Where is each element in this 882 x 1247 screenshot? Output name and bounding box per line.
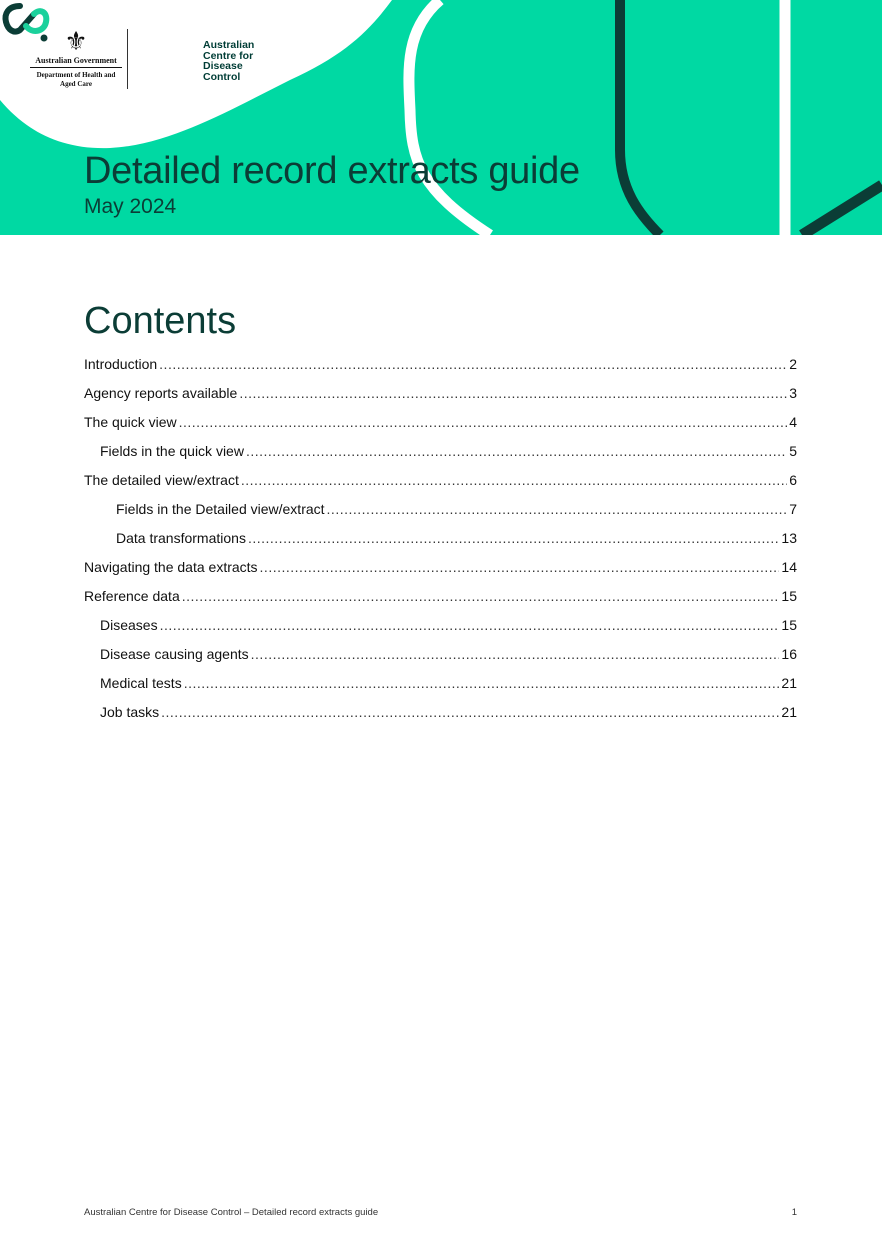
toc-leader-dots xyxy=(241,472,787,488)
toc-entry-label: Reference data xyxy=(84,588,180,604)
toc-entry[interactable] xyxy=(84,704,797,733)
toc-entry[interactable] xyxy=(84,559,797,588)
logo-divider xyxy=(127,29,128,89)
footer-text: Australian Centre for Disease Control – Detailed record extracts guide xyxy=(84,1207,379,1218)
toc-entry-label: The detailed view/extract xyxy=(84,472,239,488)
department-name: Department of Health and Aged Care xyxy=(36,71,116,88)
toc-entry-page: 15 xyxy=(781,588,797,604)
table-of-contents xyxy=(84,356,797,733)
toc-entry[interactable] xyxy=(84,414,797,443)
toc-entry-label: The quick view xyxy=(84,414,177,430)
toc-entry[interactable] xyxy=(84,385,797,414)
toc-entry[interactable] xyxy=(84,588,797,617)
toc-entry-label: Fields in the quick view xyxy=(100,443,244,459)
toc-entry[interactable] xyxy=(84,675,797,704)
header-banner xyxy=(0,0,882,235)
toc-entry-label: Medical tests xyxy=(100,675,182,691)
page-footer xyxy=(84,1207,797,1218)
agency-line: Centre for xyxy=(203,49,254,62)
acdc-logo-icon xyxy=(0,0,52,42)
toc-leader-dots xyxy=(160,617,780,633)
agency-line: Australian xyxy=(203,39,255,51)
toc-leader-dots xyxy=(184,675,780,691)
toc-leader-dots xyxy=(239,385,787,401)
document-title: Detailed record extracts guide xyxy=(84,150,580,192)
acdc-logo-text xyxy=(203,40,263,82)
toc-entry-page: 21 xyxy=(781,704,797,720)
toc-entry-label: Agency reports available xyxy=(84,385,238,401)
toc-entry-page: 7 xyxy=(789,501,797,517)
toc-entry-page: 15 xyxy=(781,617,797,633)
toc-leader-dots xyxy=(251,646,780,662)
contents-heading: Contents xyxy=(84,300,237,342)
toc-entry-label: Disease causing agents xyxy=(100,646,249,662)
toc-entry-label: Diseases xyxy=(100,617,158,633)
toc-entry-page: 14 xyxy=(781,559,797,575)
agency-line: Disease xyxy=(203,60,243,72)
toc-leader-dots xyxy=(179,414,788,430)
toc-entry-page: 2 xyxy=(789,356,797,372)
toc-entry-label: Introduction xyxy=(84,356,158,372)
toc-entry[interactable] xyxy=(84,646,797,675)
toc-entry-page: 21 xyxy=(781,675,797,691)
toc-entry-page: 4 xyxy=(789,414,797,430)
toc-leader-dots xyxy=(159,356,787,372)
toc-entry-label: Fields in the Detailed view/extract xyxy=(116,501,325,517)
toc-entry-page: 3 xyxy=(789,385,797,401)
page-number: 1 xyxy=(791,1207,797,1218)
toc-entry-page: 5 xyxy=(789,443,797,459)
agency-line: Control xyxy=(203,70,241,83)
toc-leader-dots xyxy=(246,443,787,459)
toc-entry[interactable] xyxy=(84,617,797,646)
toc-entry-page: 16 xyxy=(781,646,797,662)
document-date: May 2024 xyxy=(84,195,177,218)
toc-entry[interactable] xyxy=(84,501,797,530)
toc-entry-page: 13 xyxy=(781,530,797,546)
toc-entry[interactable] xyxy=(84,530,797,559)
toc-entry[interactable] xyxy=(84,472,797,501)
toc-entry-page: 6 xyxy=(789,472,797,488)
toc-entry-label: Job tasks xyxy=(100,704,160,720)
toc-leader-dots xyxy=(248,530,779,546)
toc-leader-dots xyxy=(327,501,788,517)
toc-entry-label: Navigating the data extracts xyxy=(84,559,258,575)
toc-entry[interactable] xyxy=(84,443,797,472)
toc-leader-dots xyxy=(182,588,780,604)
coat-of-arms-icon: ⚜ xyxy=(64,27,88,56)
gov-name: Australian Government xyxy=(30,56,122,68)
toc-entry-label: Data transformations xyxy=(116,530,246,546)
toc-entry[interactable] xyxy=(84,356,797,385)
toc-leader-dots xyxy=(161,704,779,720)
toc-leader-dots xyxy=(260,559,780,575)
